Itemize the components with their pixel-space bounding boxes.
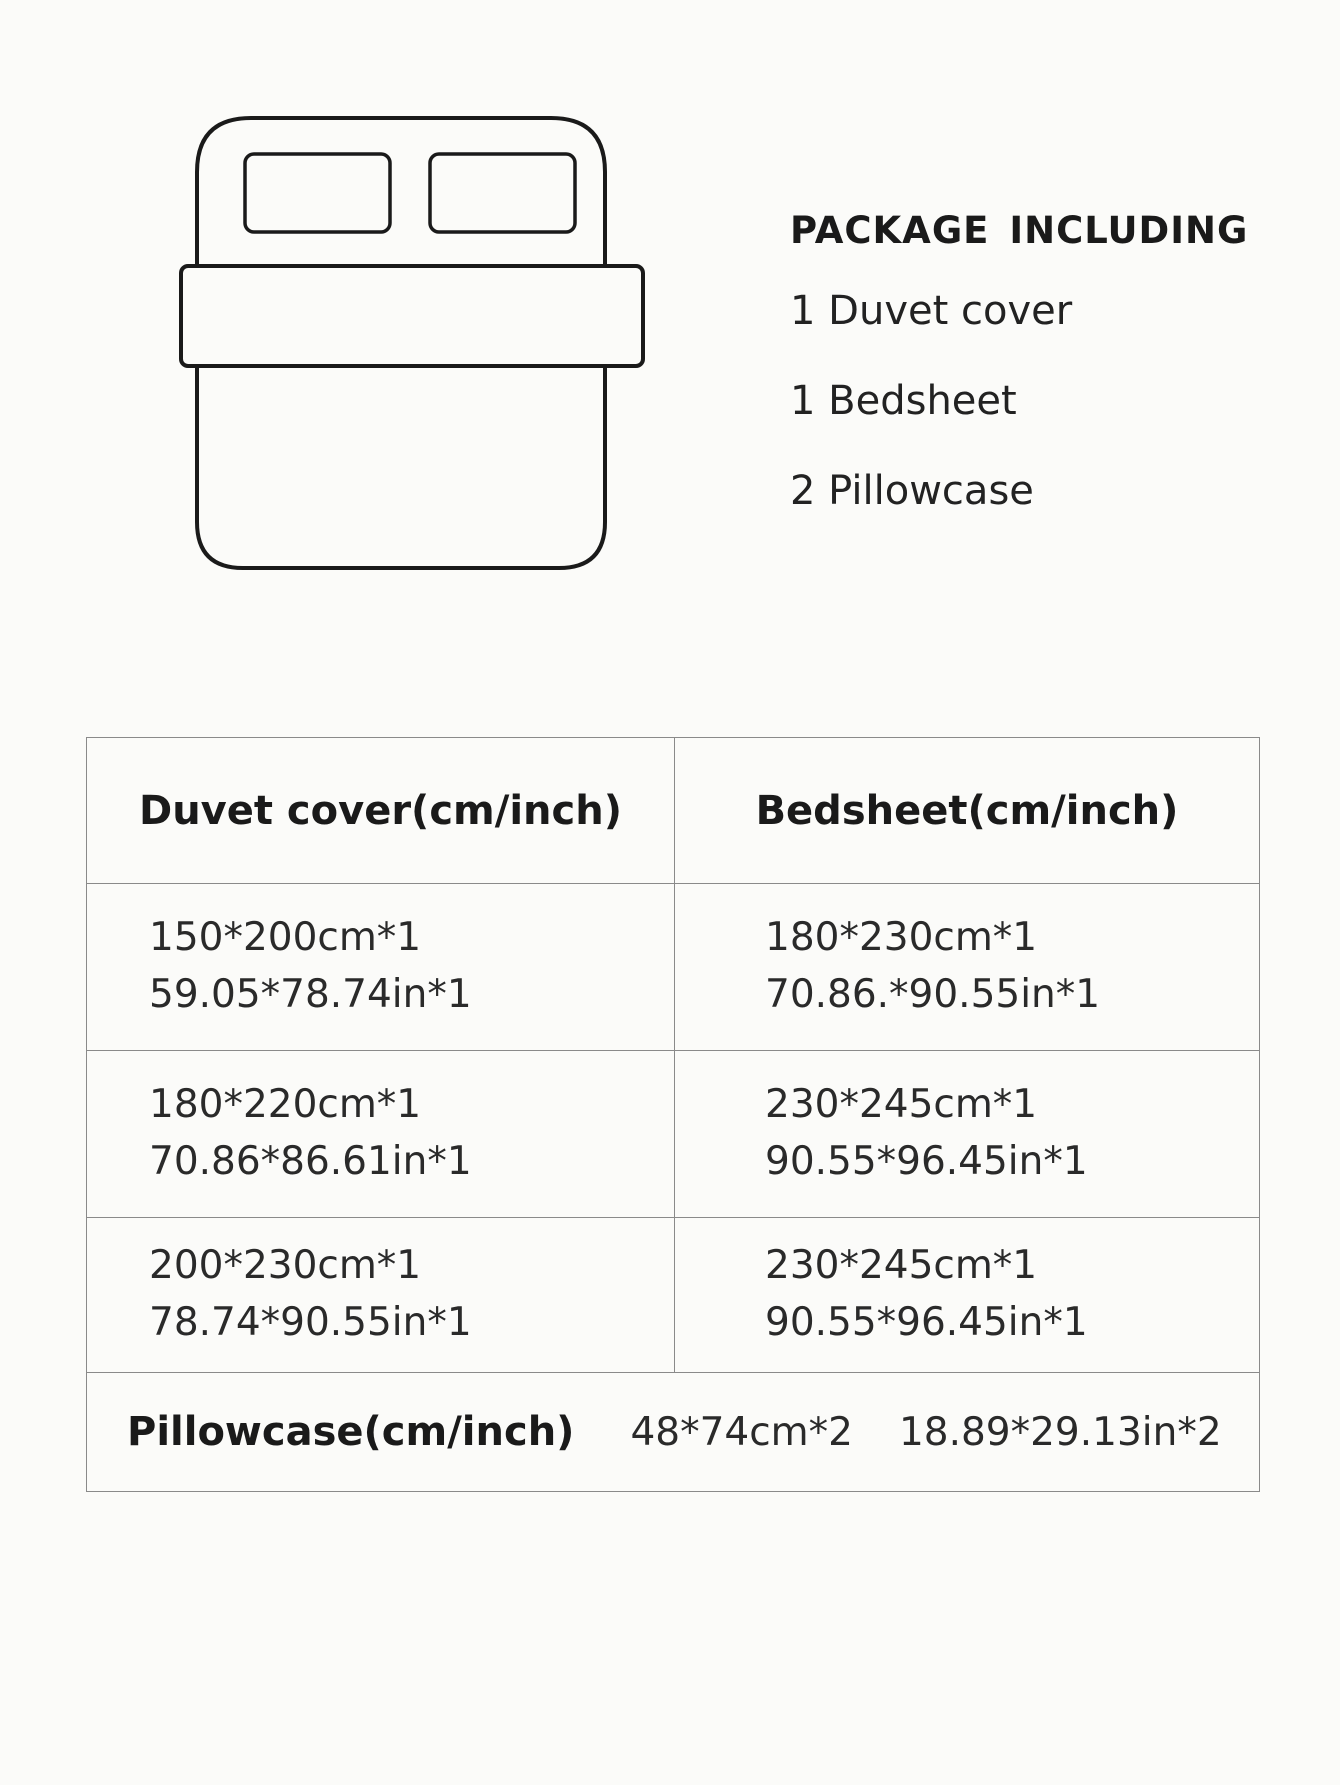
- pillow-right: [430, 154, 575, 232]
- duvet-size-cm: 180*220cm*1: [149, 1082, 422, 1128]
- package-title: PACKAGE INCLUDING: [790, 209, 1249, 252]
- table-header-row: [87, 738, 1260, 884]
- duvet-size-cm: 200*230cm*1: [149, 1243, 422, 1289]
- bedsheet-size-cm: 230*245cm*1: [765, 1243, 1038, 1289]
- duvet-size-inch: 59.05*78.74in*1: [149, 972, 472, 1017]
- duvet-band: [181, 266, 643, 366]
- pillow-left: [245, 154, 390, 232]
- pillowcase-size-cm: 48*74cm*2: [630, 1409, 853, 1455]
- duvet-size-inch: 78.74*90.55in*1: [149, 1300, 472, 1345]
- pillowcase-label: Pillowcase(cm/inch): [127, 1408, 575, 1455]
- package-including: [790, 209, 1270, 561]
- package-item-bedsheet: 1 Bedsheet: [790, 378, 1017, 424]
- pillowcase-row: [87, 1373, 1260, 1492]
- table-row: [87, 1051, 1260, 1218]
- duvet-size-cell: [87, 1051, 675, 1218]
- duvet-size-inch: 70.86*86.61in*1: [149, 1139, 472, 1184]
- bedsheet-header: Bedsheet(cm/inch): [675, 738, 1260, 884]
- bedsheet-size-cm: 180*230cm*1: [765, 915, 1038, 961]
- bedsheet-size-cell: [675, 1051, 1260, 1218]
- bedsheet-size-inch: 90.55*96.45in*1: [765, 1139, 1088, 1184]
- duvet-cover-header: Duvet cover(cm/inch): [87, 738, 675, 884]
- package-item-duvet-cover: 1 Duvet cover: [790, 288, 1073, 334]
- bed-icon: [175, 112, 655, 652]
- pillowcase-size-inch: 18.89*29.13in*2: [898, 1409, 1222, 1455]
- bedsheet-size-inch: 90.55*96.45in*1: [765, 1300, 1088, 1345]
- package-item-pillowcase: 2 Pillowcase: [790, 468, 1034, 514]
- table-row: [87, 884, 1260, 1051]
- pillowcase-cell: [87, 1373, 1260, 1492]
- bedsheet-size-cm: 230*245cm*1: [765, 1082, 1038, 1128]
- bedsheet-size-cell: [675, 884, 1260, 1051]
- size-table: [86, 737, 1260, 1492]
- duvet-size-cell: [87, 884, 675, 1051]
- table-row: [87, 1218, 1260, 1373]
- duvet-size-cell: [87, 1218, 675, 1373]
- bedsheet-size-inch: 70.86.*90.55in*1: [765, 972, 1101, 1017]
- duvet-size-cm: 150*200cm*1: [149, 915, 422, 961]
- bedsheet-size-cell: [675, 1218, 1260, 1373]
